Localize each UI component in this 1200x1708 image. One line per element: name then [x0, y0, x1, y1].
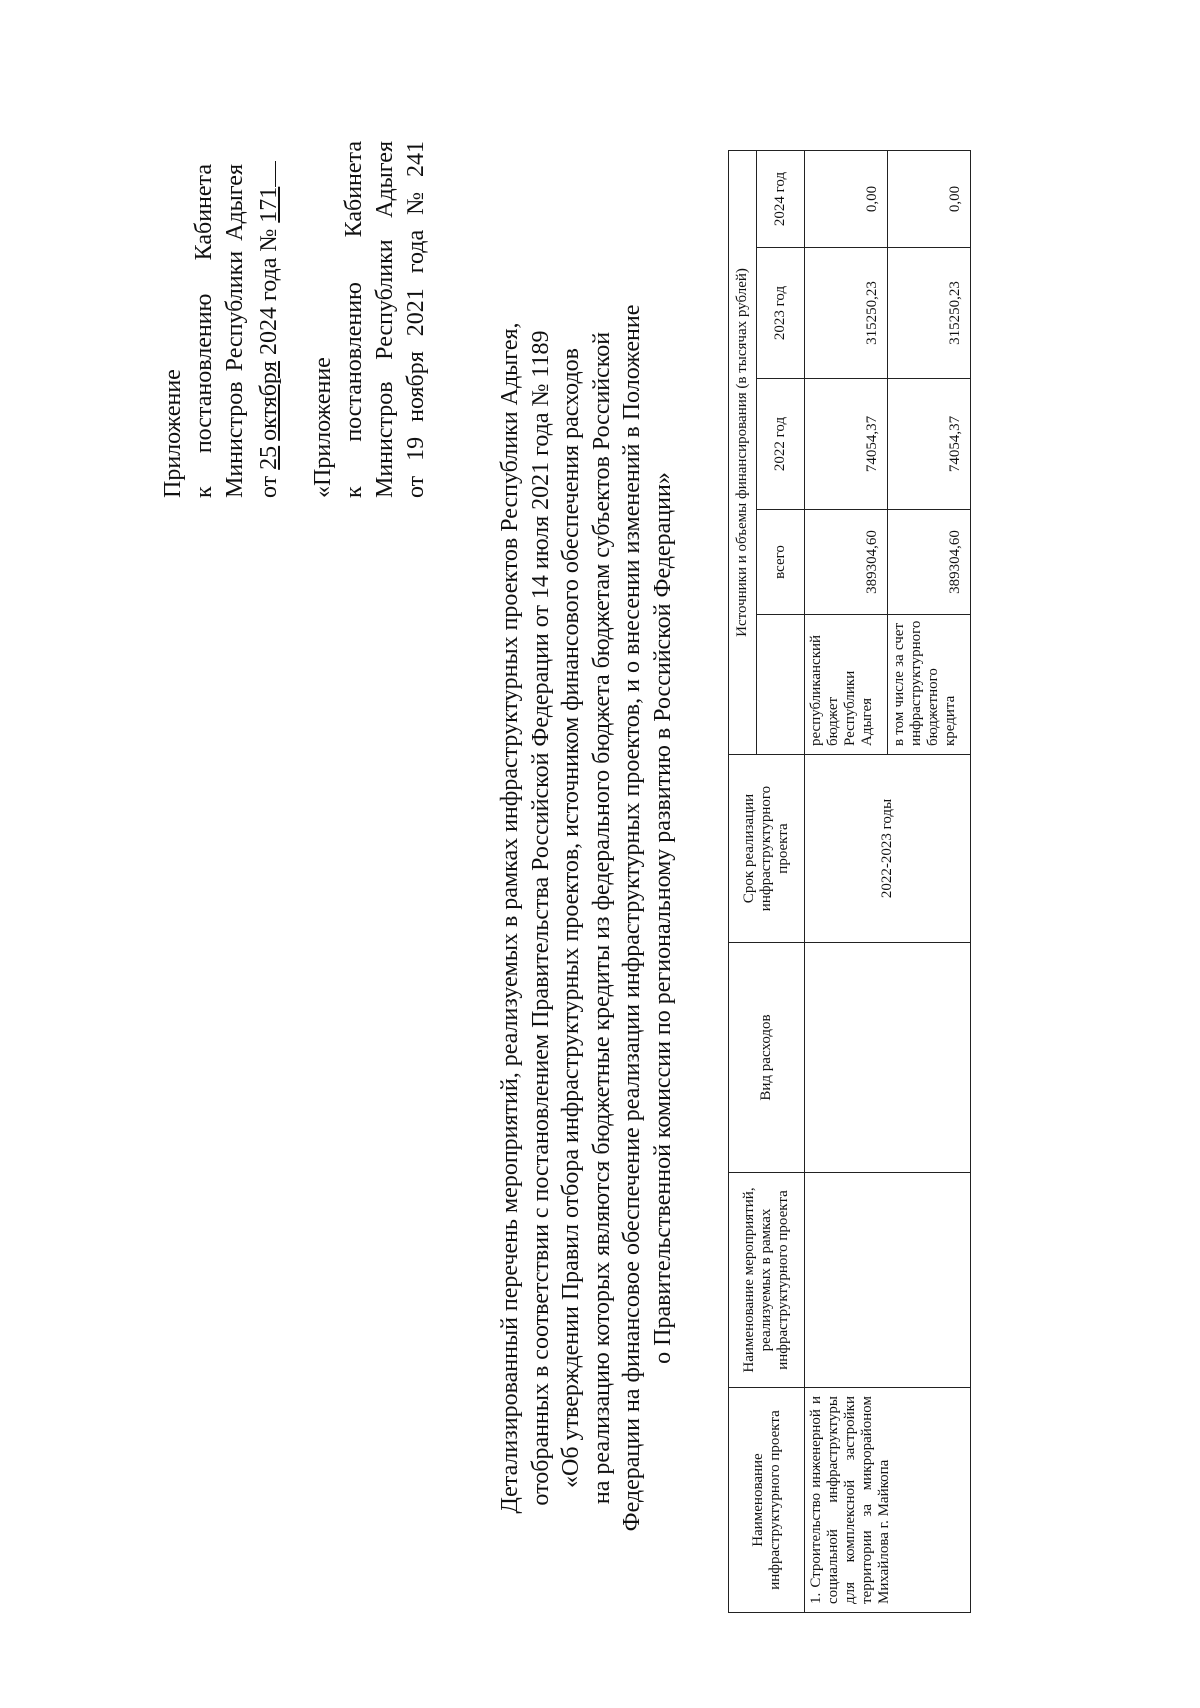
header-2023: 2023 год — [757, 248, 805, 379]
word: 2021 — [403, 288, 429, 337]
appendix-old-title: «Приложение — [310, 357, 336, 498]
cell-term: 2022-2023 годы — [805, 755, 971, 943]
number-underline — [251, 161, 276, 187]
title-line: отобранных в соответствии с постановлением Правительства Российской Федерации от 14 июля 2021 года № 1189 — [527, 330, 554, 1506]
doc-number: 171 — [256, 186, 282, 223]
date-month: октября — [256, 361, 282, 441]
cell-source: в том числе за счет инфраструктурного бюджетного кредита — [888, 615, 971, 755]
appendix-new — [158, 164, 282, 498]
word: года — [403, 229, 429, 274]
word: к — [341, 486, 367, 498]
cell-2023: 315250,23 — [888, 248, 971, 379]
table-row — [805, 150, 888, 1612]
word: Кабинета — [341, 141, 367, 238]
appendix-old-line4 — [401, 141, 432, 498]
header-expense-type: Вид расходов — [729, 943, 805, 1173]
financing-table — [728, 150, 971, 1613]
header-2024: 2024 год — [757, 150, 805, 247]
cell-measures — [805, 1173, 971, 1388]
title-line: Детализированный перечень мероприятий, реализуемых в рамках инфраструктурных проектов Республики Адыгея, — [497, 322, 523, 1514]
date-year: 2024 года № — [256, 228, 282, 356]
word: от — [403, 475, 429, 498]
cell-2022: 74054,37 — [888, 379, 971, 510]
appendix-new-date-line — [251, 164, 282, 498]
word: Министров — [372, 381, 398, 498]
word: Республики — [222, 250, 248, 372]
title-line: о Правительственной комиссии по региональному развитию в Российской Федерации» — [649, 472, 676, 1364]
word: постановлению — [341, 282, 367, 442]
cell-2023: 315250,23 — [805, 248, 888, 379]
cell-total: 389304,60 — [805, 510, 888, 615]
word: к — [191, 486, 217, 498]
header-project-name: Наименование инфраструктурного проекта — [729, 1388, 805, 1613]
title-line: Федерации на финансовое обеспечение реализации инфраструктурных проектов, и о внесении изменений в Положение — [619, 304, 645, 1532]
word: постановлению — [191, 293, 217, 454]
title-line: на реализацию которых являются бюджетные кредиты из федерального бюджета бюджетам субъектов Российской — [588, 331, 615, 1505]
word: Адыгея — [372, 141, 398, 218]
word: Кабинета — [191, 164, 217, 261]
cell-project: 1. Строительство инженерной и социальной инфраструктуры для комплексной застройки территории за микрорайоном Михайлова г. Майкопа — [805, 1388, 971, 1613]
header-source-name — [757, 615, 805, 755]
appendix-new-line3 — [220, 164, 251, 498]
word: 241 — [403, 141, 429, 177]
header-measures-name: Наименование мероприятий, реализуемых в рамках инфраструктурного проекта — [729, 1173, 805, 1388]
word: 19 — [403, 436, 429, 461]
cell-expense-type — [805, 943, 971, 1173]
cell-source: республиканский бюджет Республики Адыгея — [805, 615, 888, 755]
title-line: «Об утверждении Правил отбора инфраструктурных проектов, источником финансового обеспечения расходов — [558, 348, 584, 1488]
word: Республики — [372, 239, 398, 360]
appendix-old — [308, 141, 432, 498]
header-term: Срок реализации инфраструктурного проекта — [729, 755, 805, 943]
date-day: 25 — [256, 445, 282, 470]
cell-2024: 0,00 — [805, 150, 888, 247]
word: Министров — [222, 381, 248, 498]
appendix-new-line2 — [189, 164, 220, 498]
header-sources: Источники и объемы финансирования (в тысячах рублей) — [729, 150, 757, 754]
cell-total: 389304,60 — [888, 510, 971, 615]
header-total: всего — [757, 510, 805, 615]
cell-2022: 74054,37 — [805, 379, 888, 510]
appendix-new-title: Приложение — [160, 369, 186, 498]
word: Адыгея — [222, 164, 248, 241]
word: ноября — [403, 351, 429, 422]
appendix-old-line3 — [370, 141, 401, 498]
word: № — [403, 191, 429, 215]
appendix-old-line2 — [339, 141, 370, 498]
document-title — [495, 208, 678, 1628]
header-2022: 2022 год — [757, 379, 805, 510]
date-prefix: от — [256, 475, 282, 498]
cell-2024: 0,00 — [888, 150, 971, 247]
